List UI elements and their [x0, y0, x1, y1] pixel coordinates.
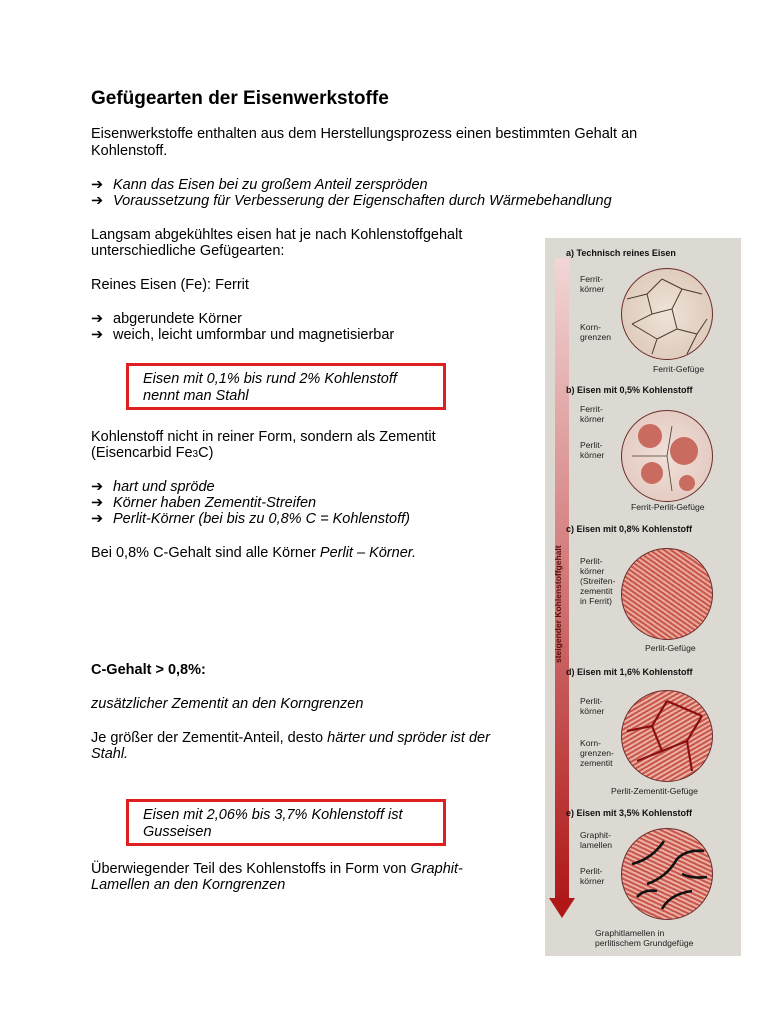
zementit-bullet-1: [91, 479, 215, 496]
panel-a-caption: Ferrit-Gefüge: [653, 364, 705, 374]
pure-iron-line: Reines Eisen (Fe): Ferrit: [91, 277, 249, 293]
panel-c-label: in Ferrit): [580, 596, 612, 606]
graphite-micrograph: [621, 828, 713, 920]
pure-bullet-2: [91, 327, 394, 344]
panel-c-heading: c) Eisen mit 0,8% Kohlenstoff: [566, 524, 693, 534]
arrow-right-icon: ➔: [91, 495, 104, 511]
guss-box-line-2: Gusseisen: [143, 824, 212, 840]
graphit-text: Überwiegender Teil des Kohlenstoffs in Form von: [91, 861, 411, 877]
panel-e-label: Graphit-: [580, 830, 612, 840]
panel-b-label: Perlit-: [580, 440, 603, 450]
panel-e-caption-2: perlitischem Grundgefüge: [595, 938, 694, 948]
graphit-line-2: Lamellen an den Korngrenzen: [91, 877, 286, 893]
ferrite-perlite-micrograph: [621, 410, 713, 502]
arrow-right-icon: ➔: [91, 193, 104, 209]
arrow-right-icon: ➔: [91, 311, 104, 327]
panel-e-caption-1: Graphitlamellen in: [595, 928, 665, 938]
ferrite-micrograph: [621, 268, 713, 360]
je-groesser-text: Je größer der Zementit-Anteil, desto: [91, 730, 328, 746]
panel-e-label: Perlit-: [580, 866, 603, 876]
panel-d-caption: Perlit-Zementit-Gefüge: [611, 786, 698, 796]
zementit-text: (Eisencarbid Fe: [91, 445, 193, 461]
panel-e-label: lamellen: [580, 840, 613, 850]
je-groesser-line-1: [91, 730, 490, 747]
panel-c-label: zementit: [580, 586, 613, 596]
cgehalt-heading: C-Gehalt > 0,8%:: [91, 662, 206, 678]
steel-box-line-1: Eisen mit 0,1% bis rund 2% Kohlenstoff: [143, 371, 397, 387]
perlit-emphasis: Perlit – Körner.: [319, 545, 417, 561]
panel-b-label: körner: [580, 450, 605, 460]
graphit-emphasis: Graphit-: [410, 861, 463, 877]
intro-line-2: Kohlenstoff.: [91, 143, 168, 159]
panel-d-label: Perlit-: [580, 696, 603, 706]
panel-d-label: grenzen-: [580, 748, 614, 758]
bullet-text: weich, leicht umformbar und magnetisierbar: [113, 327, 395, 343]
intro-line-1: Eisenwerkstoffe enthalten aus dem Herstellungsprozess einen bestimmten Gehalt an: [91, 126, 638, 142]
perlite-micrograph: [621, 548, 713, 640]
je-groesser-emphasis: härter und spröder ist der: [327, 730, 490, 746]
panel-d-label: körner: [580, 706, 605, 716]
bullet-text: Kann das Eisen bei zu großem Anteil zerspröden: [113, 177, 428, 193]
panel-c-label: Perlit-: [580, 556, 603, 566]
bullet-text: Körner haben Zementit-Streifen: [113, 495, 317, 511]
panel-b-caption: Ferrit-Perlit-Gefüge: [631, 502, 705, 512]
panel-d-label: zementit: [580, 758, 613, 768]
carbon-axis-arrow: [545, 238, 585, 956]
zementit-bullet-2: [91, 495, 316, 512]
bullet-text: Voraussetzung für Verbesserung der Eigenschaften durch Wärmebehandlung: [113, 193, 612, 209]
panel-d-heading: d) Eisen mit 1,6% Kohlenstoff: [566, 667, 693, 677]
zementit-bullet-3: [91, 511, 410, 528]
perlit-text: Bei 0,8% C-Gehalt sind alle Körner: [91, 545, 320, 561]
intro-bullet-2: [91, 193, 612, 210]
panel-e-label: körner: [580, 876, 605, 886]
panel-a-label: Korn-: [580, 322, 602, 332]
panel-a-label: Ferrit-: [580, 274, 603, 284]
cgehalt-note: zusätzlicher Zementit an den Korngrenzen: [91, 696, 364, 712]
panel-a-label: körner: [580, 284, 605, 294]
zementit-line-1: Kohlenstoff nicht in reiner Form, sondern als Zementit: [91, 429, 436, 445]
gusseisen-definition-box: [126, 799, 446, 846]
panel-e-heading: e) Eisen mit 3,5% Kohlenstoff: [566, 808, 693, 818]
arrow-right-icon: ➔: [91, 327, 104, 343]
je-groesser-line-2: Stahl.: [91, 746, 129, 762]
graphit-line-1: [91, 861, 463, 878]
perlit-line: [91, 545, 416, 562]
steel-box-line-2: nennt man Stahl: [143, 388, 249, 404]
steel-definition-box: [126, 363, 446, 410]
zementit-text: C): [198, 445, 214, 461]
perlite-cementite-micrograph: [621, 690, 713, 782]
bullet-text: abgerundete Körner: [113, 311, 242, 327]
guss-box-line-1: Eisen mit 2,06% bis 3,7% Kohlenstoff ist: [143, 807, 403, 823]
slow-cooled-line-1: Langsam abgekühltes eisen hat je nach Kohlenstoffgehalt: [91, 227, 463, 243]
panel-c-label: körner: [580, 566, 605, 576]
panel-b-heading: b) Eisen mit 0,5% Kohlenstoff: [566, 385, 693, 395]
intro-bullet-1: [91, 177, 428, 194]
subscript-3: 3: [192, 449, 199, 460]
panel-a-heading: a) Technisch reines Eisen: [566, 248, 676, 258]
arrow-right-icon: ➔: [91, 511, 104, 527]
arrow-right-icon: ➔: [91, 479, 104, 495]
pure-bullet-1: [91, 311, 242, 328]
zementit-line-2: [91, 445, 213, 463]
panel-a-label: grenzen: [580, 332, 612, 342]
microstructure-figure: [545, 238, 741, 956]
panel-d-label: Korn-: [580, 738, 602, 748]
panel-b-label: körner: [580, 414, 605, 424]
panel-b-label: Ferrit-: [580, 404, 603, 414]
bullet-text: Perlit-Körner (bei bis zu 0,8% C = Kohlenstoff): [113, 511, 410, 527]
axis-label: steigender Kohlenstoffgehalt: [553, 545, 563, 663]
panel-c-label: (Streifen-: [580, 576, 616, 586]
page-title: Gefügearten der Eisenwerkstoffe: [91, 88, 389, 109]
slow-cooled-line-2: unterschiedliche Gefügearten:: [91, 243, 285, 259]
arrow-right-icon: ➔: [91, 177, 104, 193]
bullet-text: hart und spröde: [113, 479, 215, 495]
panel-c-caption: Perlit-Gefüge: [645, 643, 696, 653]
